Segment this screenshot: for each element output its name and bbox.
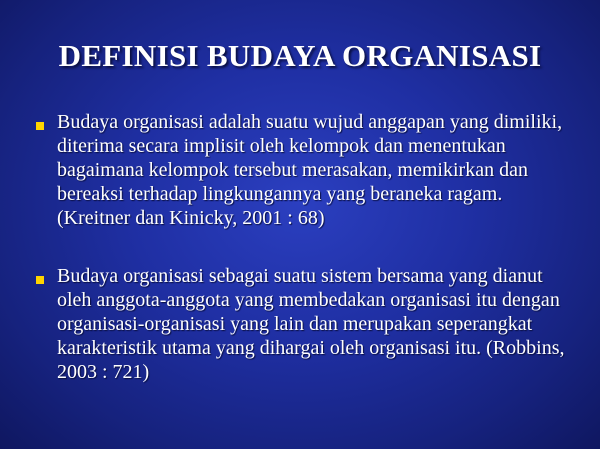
square-bullet-icon — [36, 122, 44, 130]
bullet-item — [36, 110, 576, 230]
bullet-item — [36, 264, 576, 384]
bullet-text: Budaya organisasi adalah suatu wujud anggapan yang dimiliki, diterima secara implisit oleh kelompok dan menentukan bagaimana kelompok tersebut merasakan, memikirkan dan bereaksi terhadap lingkungannya yang beraneka ragam. (Kreitner dan Kinicky, 2001 : 68) — [57, 111, 563, 229]
bullet-list — [36, 110, 576, 418]
slide-title: DEFINISI BUDAYA ORGANISASI — [58, 38, 542, 73]
square-bullet-icon — [36, 276, 44, 284]
bullet-text: Budaya organisasi sebagai suatu sistem bersama yang dianut oleh anggota-anggota yang membedakan organisasi itu dengan organisasi-organisasi yang lain dan merupakan seperangkat karakteristik utama yang dihargai oleh organisasi itu. (Robbins, 2003 : 721) — [57, 265, 565, 383]
